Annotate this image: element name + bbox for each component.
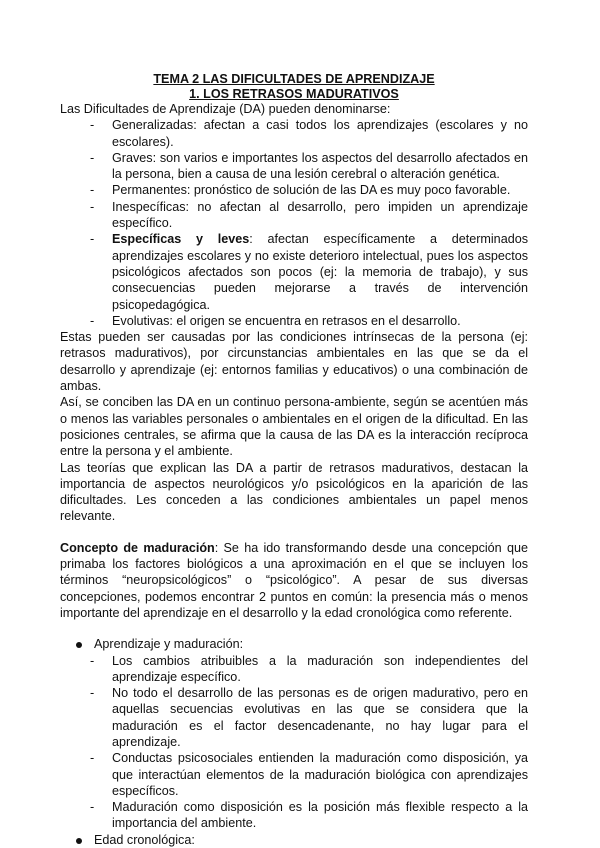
list-item: - Específicas y leves: afectan específicamente a determinados aprendizajes escolares y no existe deterioro intelectual, pues los aspectos psicológicos afectados son pocos (ej: la memoria de trabajo), y sus consecuencias pueden mejorarse a través de intervención psicopedagógica. (90, 232, 528, 312)
body-paragraph: Así, se conciben las DA en un continuo persona-ambiente, según se acentúen más o menos las variables personales o ambientales en el origen de la dificultad. En las posiciones centrales, se afirma que la causa de las DA es la interacción recíproca entre la persona y el ambiente. (60, 395, 528, 459)
concept-label: Concepto de maduración (60, 540, 215, 555)
list-item: - Graves: son varios e importantes los aspectos del desarrollo afectados en la persona, bien a causa de una lesión cerebral o alteración genética. (90, 150, 528, 182)
list-item: - Conductas psicosociales entienden la maduración como disposición, ya que interactúan elementos de la maduración biológica con aprendizajes específicos. (90, 751, 528, 798)
bullet-icon (76, 642, 82, 648)
body-paragraph: Estas pueden ser causadas por las condiciones intrínsecas de la persona (ej: retrasos madurativos), por circunstancias ambientales en las que se da el desarrollo y aprendizaje (ej: entornos familias y educativos) o una combinación de ambas. (60, 330, 528, 394)
list-item: - No todo el desarrollo de las personas es de origen madurativo, pero en aquellas secuencias evolutivas en las que se considera que la maduración es el factor desencadenante, no hay lugar para el aprendizaje. (90, 686, 528, 749)
concept-paragraph: Concepto de maduración: Se ha ido transformando desde una concepción que primaba los factores biológicos a una aproximación en el que se incluyen los términos “neuropsicológicos” o “psicológico”. A pesar de sus diversas concepciones, podemos encontrar 2 puntos en común: la presencia más o menos importante del aprendizaje en el desarrollo y la edad cronológica como referente. (60, 540, 528, 620)
body-paragraph: Las teorías que explican las DA a partir de retrasos madurativos, destacan la importancia de aspectos neurológicos y/o psicológicos en la aparición de las dificultades. Les conceden a las condiciones ambientales un papel menos relevante. (60, 460, 528, 524)
list-item: - Generalizadas: afectan a casi todos los aprendizajes (escolares y no escolares). (90, 118, 528, 149)
emphasis-text: Específicas y leves (112, 232, 250, 247)
list-item: - Inespecíficas: no afectan al desarrollo, pero impiden un aprendizaje específico. (90, 199, 528, 231)
list-item: - Los cambios atribuibles a la maduración son independientes del aprendizaje específico. (90, 653, 528, 684)
bullet-item: Aprendizaje y maduración: - Los cambios atribuibles a la maduración son independientes del aprendizaje específico. - No todo el desarrollo de las personas es de origen madurativo, pero en aquellas secuencias evolutivas en las que se considera que la maduración es el factor desencadenante, no hay lugar para el aprendizaje. - Conductas psicosociales entienden la maduración como disposición, ya que interactúan elementos de la maduración biológica con aprendizajes específicos. - Maduración como disposición es la posición más flexible respecto a la importancia del ambiente. (76, 636, 528, 832)
document-page (60, 72, 528, 848)
document-title: TEMA 2 LAS DIFICULTADES DE APRENDIZAJE (153, 72, 435, 86)
bullet-icon (76, 838, 82, 844)
list-item: - Maduración como disposición es la posición más flexible respecto a la importancia del ambiente. (90, 800, 528, 831)
da-types-list (60, 117, 528, 329)
list-item: - Permanentes: pronóstico de solución de las DA es muy poco favorable. (90, 183, 511, 198)
sub-list (90, 653, 528, 832)
bullet-list (60, 636, 528, 848)
section-title: 1. LOS RETRASOS MADURATIVOS (189, 86, 399, 101)
list-item: - Evolutivas: el origen se encuentra en retrasos en el desarrollo. (90, 313, 461, 328)
bullet-item: Edad cronológica: (76, 832, 528, 848)
intro-paragraph: Las Dificultades de Aprendizaje (DA) pueden denominarse: (60, 102, 391, 116)
